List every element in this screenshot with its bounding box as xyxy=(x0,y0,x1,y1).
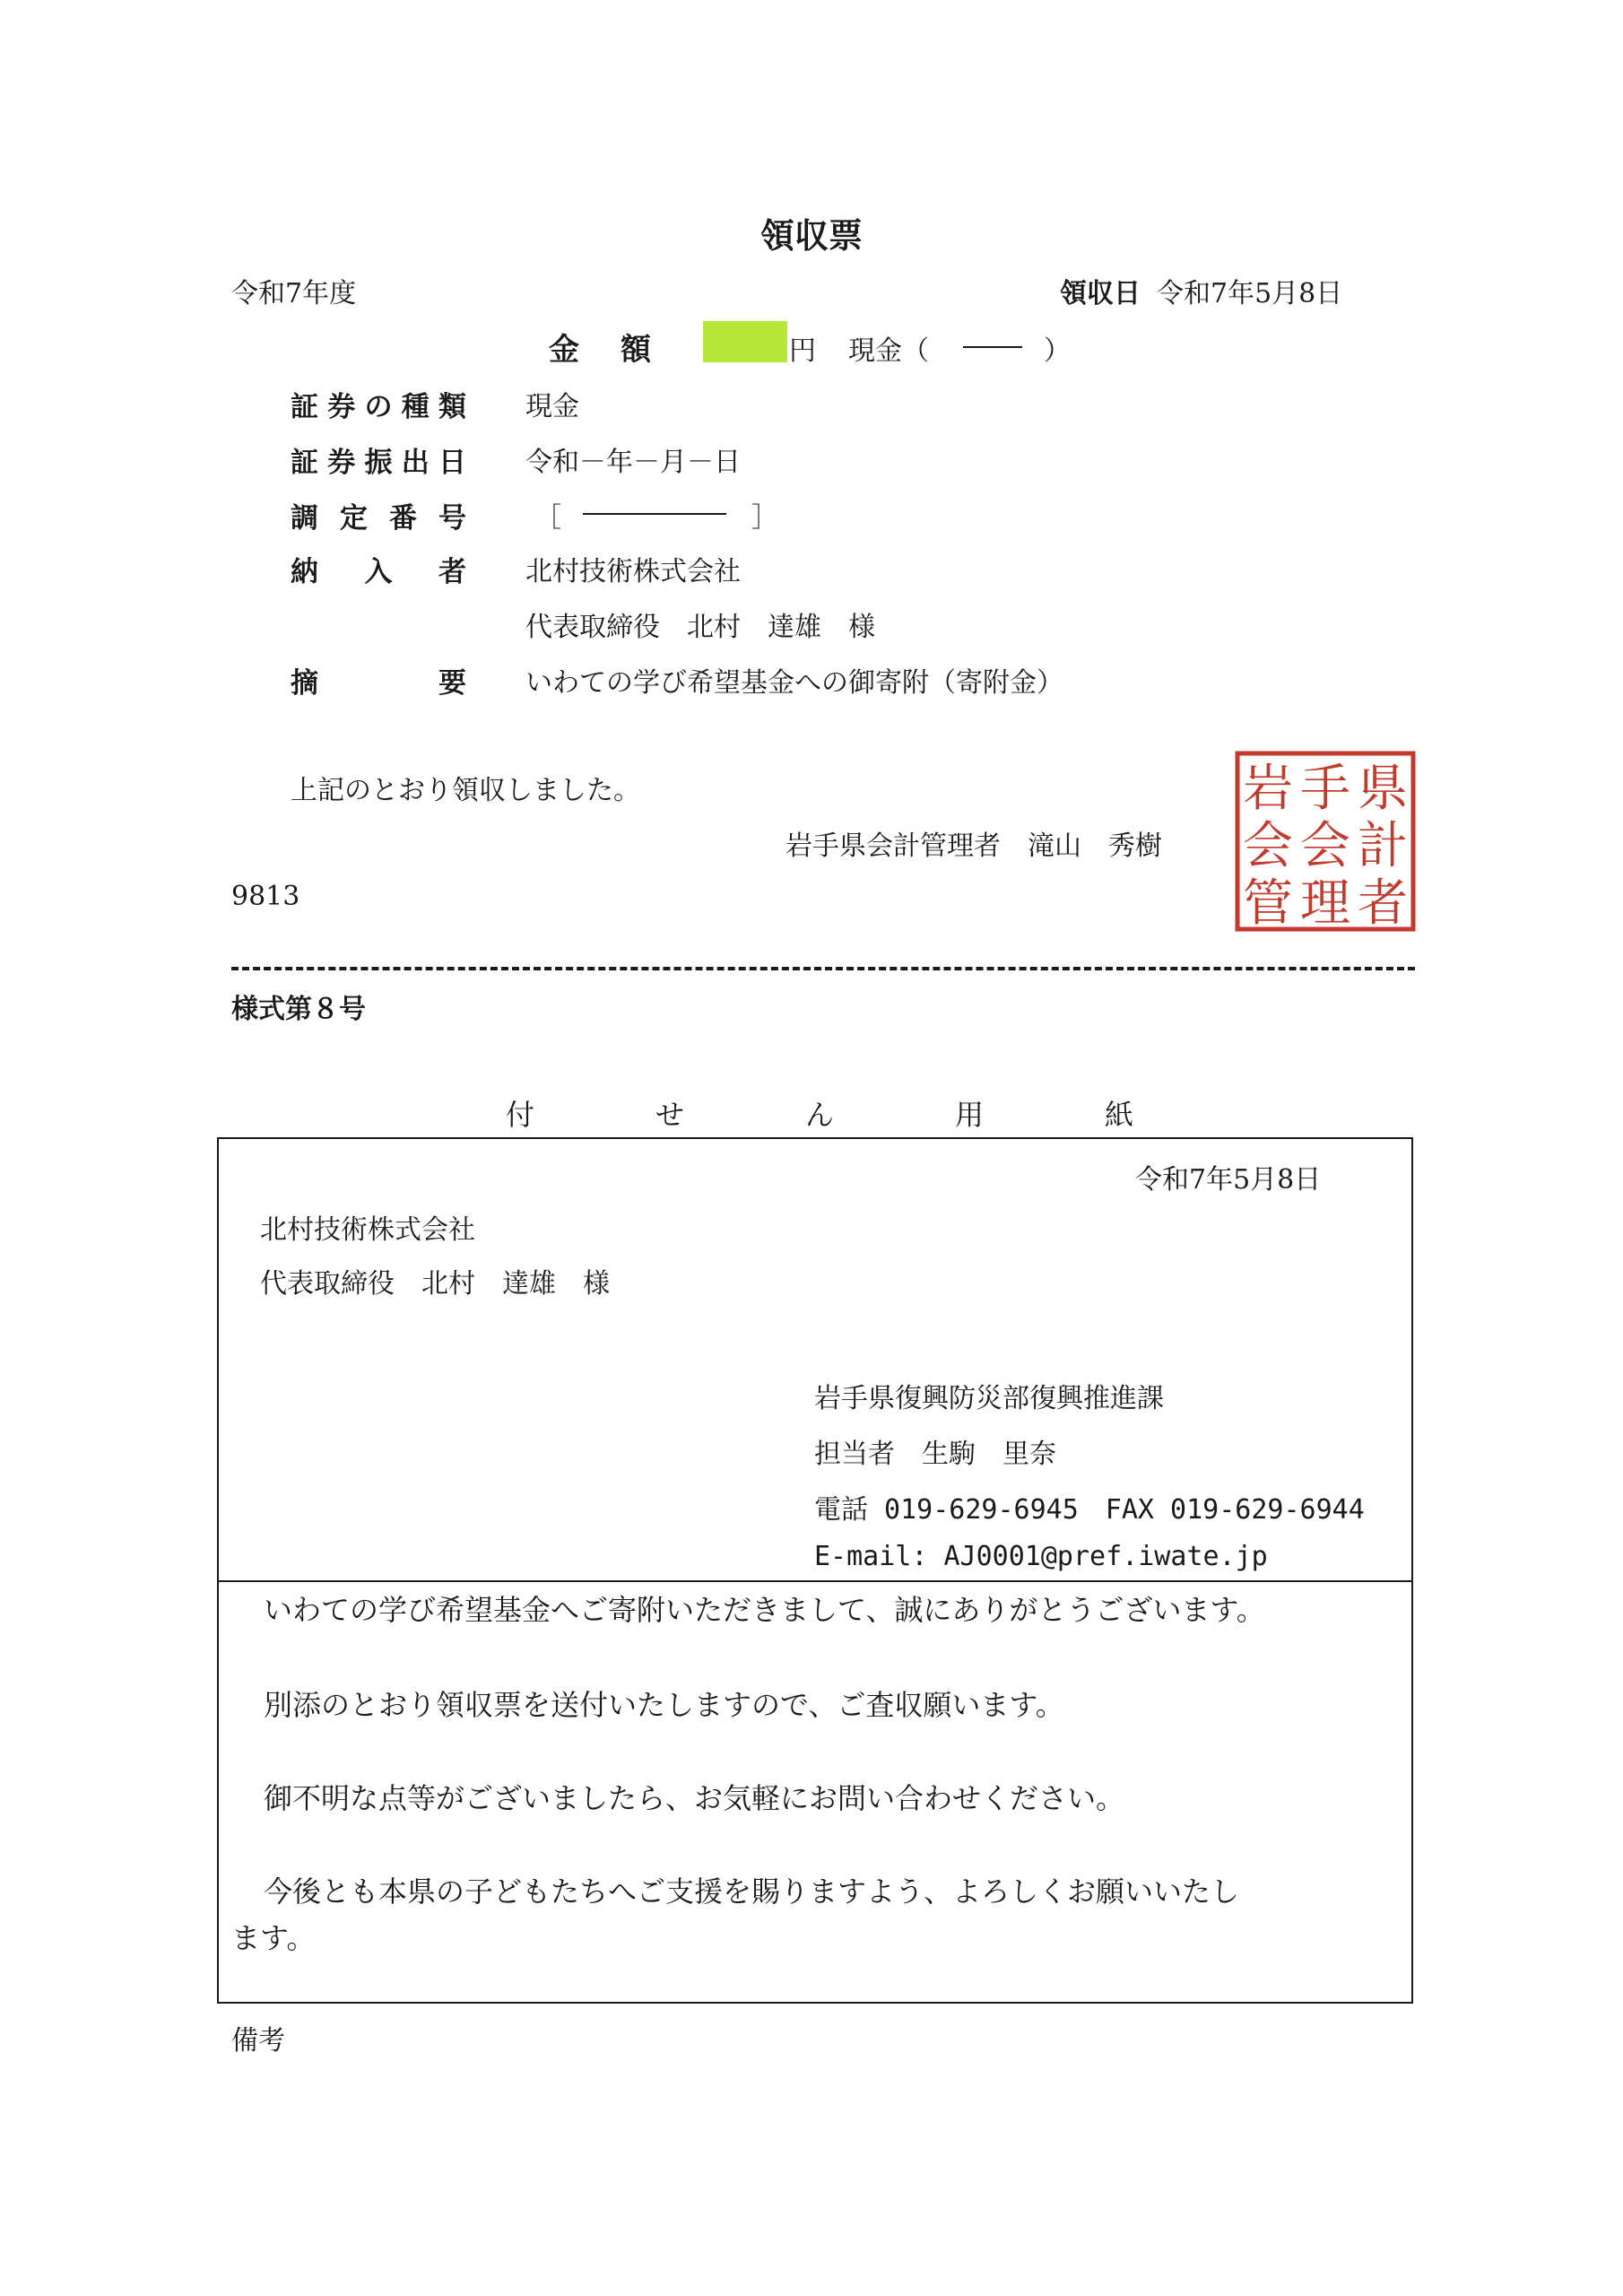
seal-char: 県 xyxy=(1358,760,1408,818)
amount-yen: 円 xyxy=(789,335,816,367)
fusen-date: 令和7年5月8日 xyxy=(1135,1164,1322,1196)
message-line-2: 別添のとおり領収票を送付いたしますので、ご査収願います。 xyxy=(264,1688,1064,1722)
received-text: 上記のとおり領収しました。 xyxy=(291,775,640,806)
amount-label: 金 額 xyxy=(549,332,656,368)
label-char: 券 xyxy=(327,447,356,479)
value-payer-person: 代表取締役 北村 達雄 様 xyxy=(525,612,875,643)
label-char: 日 xyxy=(438,447,466,479)
label-char: 摘 xyxy=(291,667,318,700)
amount-redaction xyxy=(703,321,787,362)
label-char: 要 xyxy=(438,667,466,700)
value-security-type: 現金 xyxy=(525,391,579,422)
label-payer xyxy=(291,549,466,589)
message-line-5: ます。 xyxy=(231,1921,316,1955)
official-seal-icon xyxy=(1234,750,1417,933)
label-char: 納 xyxy=(291,556,318,588)
cash-blank xyxy=(963,346,1022,348)
cash-close: ） xyxy=(1044,335,1071,367)
seal-char: 会 xyxy=(1243,817,1293,875)
label-char: 券 xyxy=(327,391,356,423)
assessment-blank xyxy=(583,513,726,515)
receipt-date-label: 領収日 xyxy=(1060,278,1141,309)
form-number: 様式第８号 xyxy=(231,994,366,1025)
fusen-title-char: ん xyxy=(804,1098,834,1132)
value-assessment-close: ］ xyxy=(751,502,778,534)
message-line-3: 御不明な点等がございましたら、お気軽にお問い合わせください。 xyxy=(264,1781,1125,1815)
fusen-title xyxy=(506,1092,1133,1134)
message-line-1: いわての学び希望基金へご寄附いただきまして、誠にありがとうございます。 xyxy=(264,1593,1265,1627)
label-summary xyxy=(291,660,466,700)
label-char: 証 xyxy=(291,391,318,423)
label-char: 出 xyxy=(401,447,430,479)
label-char: 調 xyxy=(291,502,318,535)
fiscal-year: 令和7年度 xyxy=(231,278,357,309)
cash-label: 現金（ xyxy=(848,335,929,367)
label-security-type xyxy=(291,384,466,424)
sender-phone-fax: 電話 019-629-6945 FAX 019-629-6944 xyxy=(814,1494,1365,1526)
sender-email: E-mail: AJ0001@pref.iwate.jp xyxy=(814,1541,1268,1572)
receipt-title: 領収票 xyxy=(759,216,863,256)
value-payer-company: 北村技術株式会社 xyxy=(525,556,741,587)
label-char: 号 xyxy=(438,502,466,535)
value-summary: いわての学び希望基金への御寄附（寄附金） xyxy=(525,667,1063,699)
recipient-person: 代表取締役 北村 達雄 様 xyxy=(260,1268,610,1300)
value-assessment-open: ［ xyxy=(534,502,561,534)
receipt-date: 令和7年5月8日 xyxy=(1157,278,1343,309)
value-issue-date: 令和－年－月－日 xyxy=(525,447,741,478)
label-assessment-number xyxy=(291,495,466,535)
sender-department: 岩手県復興防災部復興推進課 xyxy=(814,1383,1164,1414)
fusen-title-char: 紙 xyxy=(1104,1098,1133,1132)
seal-char: 計 xyxy=(1358,817,1408,875)
cut-line xyxy=(231,967,1415,970)
label-char: 種 xyxy=(401,391,430,423)
label-char: 定 xyxy=(340,502,368,535)
label-char: 類 xyxy=(438,391,466,423)
seal-char: 者 xyxy=(1358,874,1408,933)
receipt-number: 9813 xyxy=(231,881,300,912)
seal-char: 会 xyxy=(1300,817,1350,875)
message-line-4: 今後とも本県の子どもたちへご支援を賜りますよう、よろしくお願いいたし xyxy=(264,1874,1240,1909)
label-char: 番 xyxy=(389,502,417,535)
seal-char: 岩 xyxy=(1243,760,1293,818)
label-char: 入 xyxy=(364,556,393,588)
label-char: 証 xyxy=(291,447,318,479)
sender-contact: 担当者 生駒 里奈 xyxy=(814,1439,1056,1470)
fusen-title-char: 付 xyxy=(506,1098,535,1132)
label-char: 者 xyxy=(438,556,466,588)
fusen-title-char: せ xyxy=(655,1098,684,1132)
remarks-label: 備考 xyxy=(231,2025,285,2057)
seal-char: 管 xyxy=(1243,874,1293,933)
seal-char: 理 xyxy=(1300,874,1350,933)
label-issue-date xyxy=(291,439,466,480)
signer: 岩手県会計管理者 滝山 秀樹 xyxy=(785,831,1162,862)
label-char: 振 xyxy=(364,447,393,479)
seal-char: 手 xyxy=(1300,760,1350,818)
recipient-company: 北村技術株式会社 xyxy=(260,1214,475,1246)
fusen-title-char: 用 xyxy=(954,1098,984,1132)
label-char: の xyxy=(364,391,393,423)
